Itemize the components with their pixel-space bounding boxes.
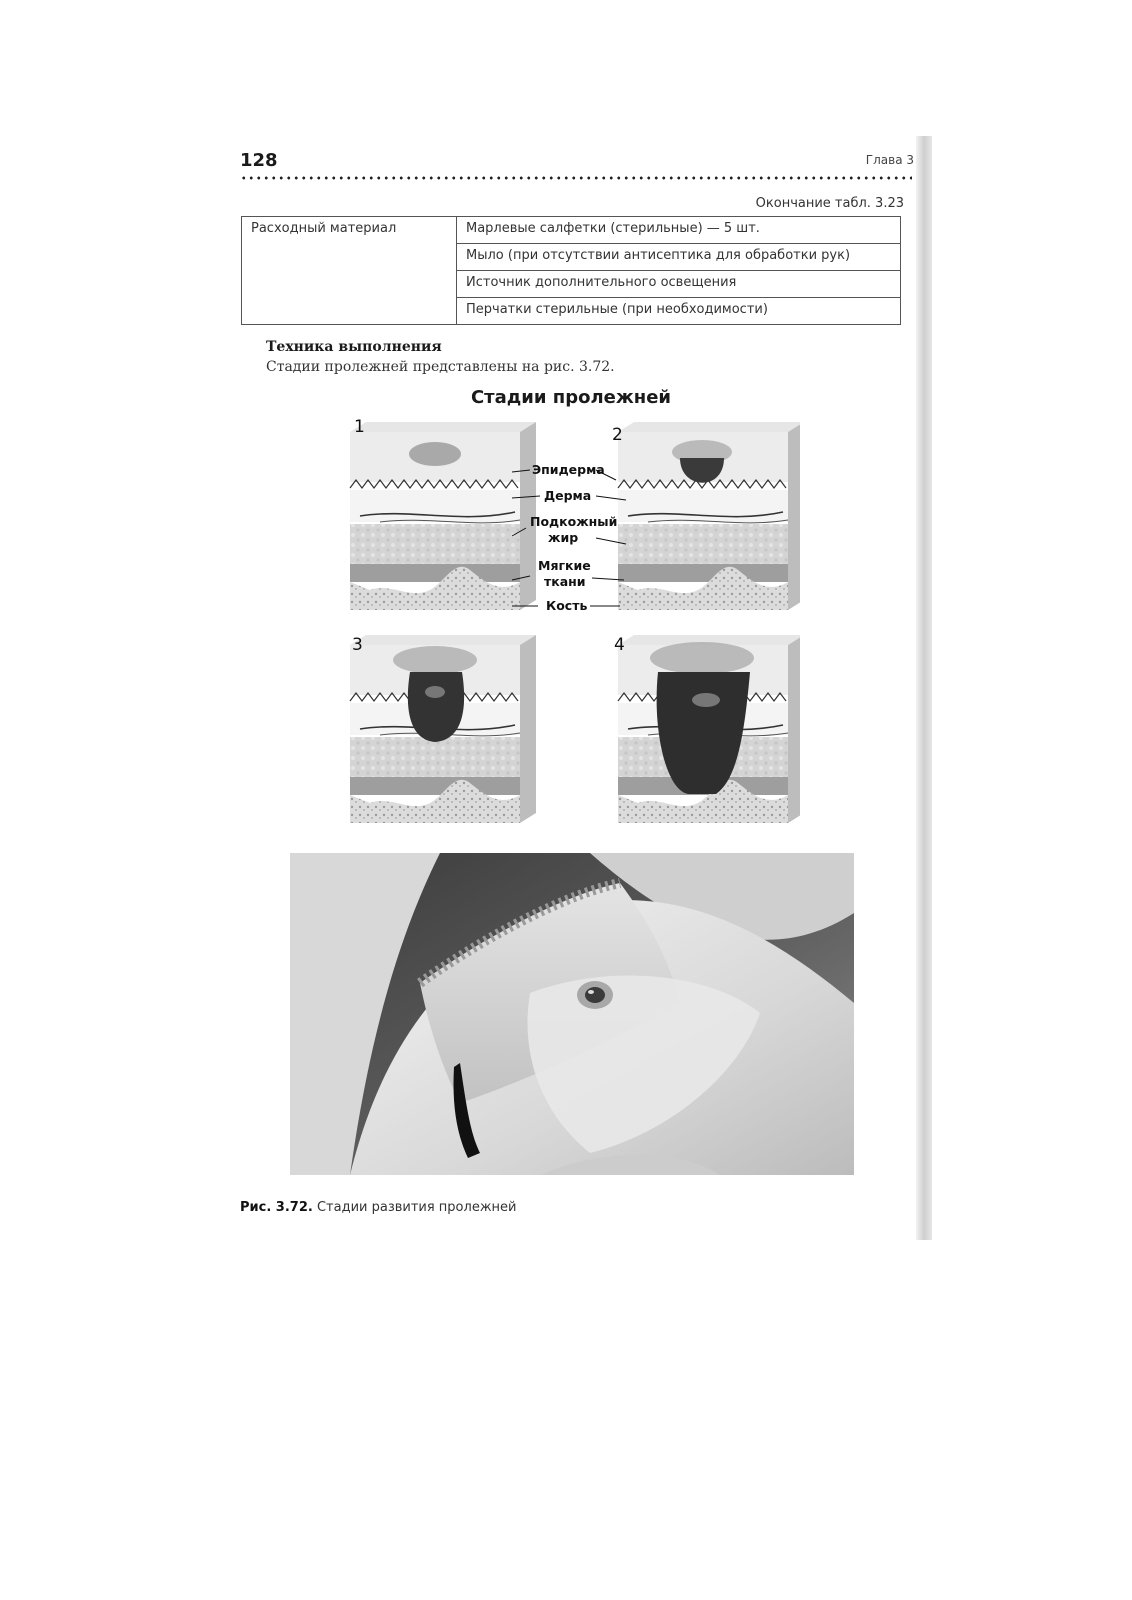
header-dotted-rule — [240, 176, 912, 180]
table-cell: Источник дополнительного освещения — [457, 271, 901, 298]
table-category-cell: Расходный материал — [242, 217, 457, 325]
stage-number: 4 — [614, 635, 625, 655]
chapter-label: Глава 3 — [865, 153, 914, 167]
page-edge-shadow — [916, 136, 932, 1240]
label-subcutaneous-fat: жир — [548, 530, 579, 545]
photo-illustration — [290, 853, 854, 1175]
stage-4-block — [618, 635, 800, 823]
page-number: 128 — [240, 150, 278, 171]
table-row — [242, 217, 901, 244]
label-soft-tissue: Мягкие — [538, 558, 591, 573]
stage-number: 1 — [354, 417, 365, 437]
figure-caption — [240, 1200, 516, 1215]
stage-2-block — [618, 422, 800, 610]
label-subcutaneous-fat: Подкожный — [530, 514, 618, 529]
stage-number: 2 — [612, 425, 623, 445]
figure-caption-prefix: Рис. 3.72. — [240, 1200, 313, 1215]
table-cell: Перчатки стерильные (при необходимости) — [457, 298, 901, 325]
supplies-table — [241, 216, 901, 325]
table-caption: Окончание табл. 3.23 — [755, 196, 904, 211]
section-text: Стадии пролежней представлены на рис. 3.72. — [266, 359, 615, 375]
label-epidermis: Эпидерма — [532, 462, 605, 477]
stage-3-block — [350, 635, 536, 823]
label-soft-tissue: ткани — [544, 574, 586, 589]
table-cell: Марлевые салфетки (стерильные) — 5 шт. — [457, 217, 901, 244]
figure-caption-text: Стадии развития пролежней — [312, 1200, 517, 1215]
label-dermis: Дерма — [544, 488, 592, 503]
figure-title: Стадии пролежней — [470, 387, 672, 408]
stage-number: 3 — [352, 635, 363, 655]
pressure-ulcer-photo — [290, 853, 854, 1175]
table-cell: Мыло (при отсутствии антисептика для обработки рук) — [457, 244, 901, 271]
stage-1-block — [350, 422, 536, 610]
section-title: Техника выполнения — [266, 339, 442, 355]
pressure-ulcer-stages-diagram — [340, 410, 800, 835]
label-bone: Кость — [546, 598, 588, 613]
